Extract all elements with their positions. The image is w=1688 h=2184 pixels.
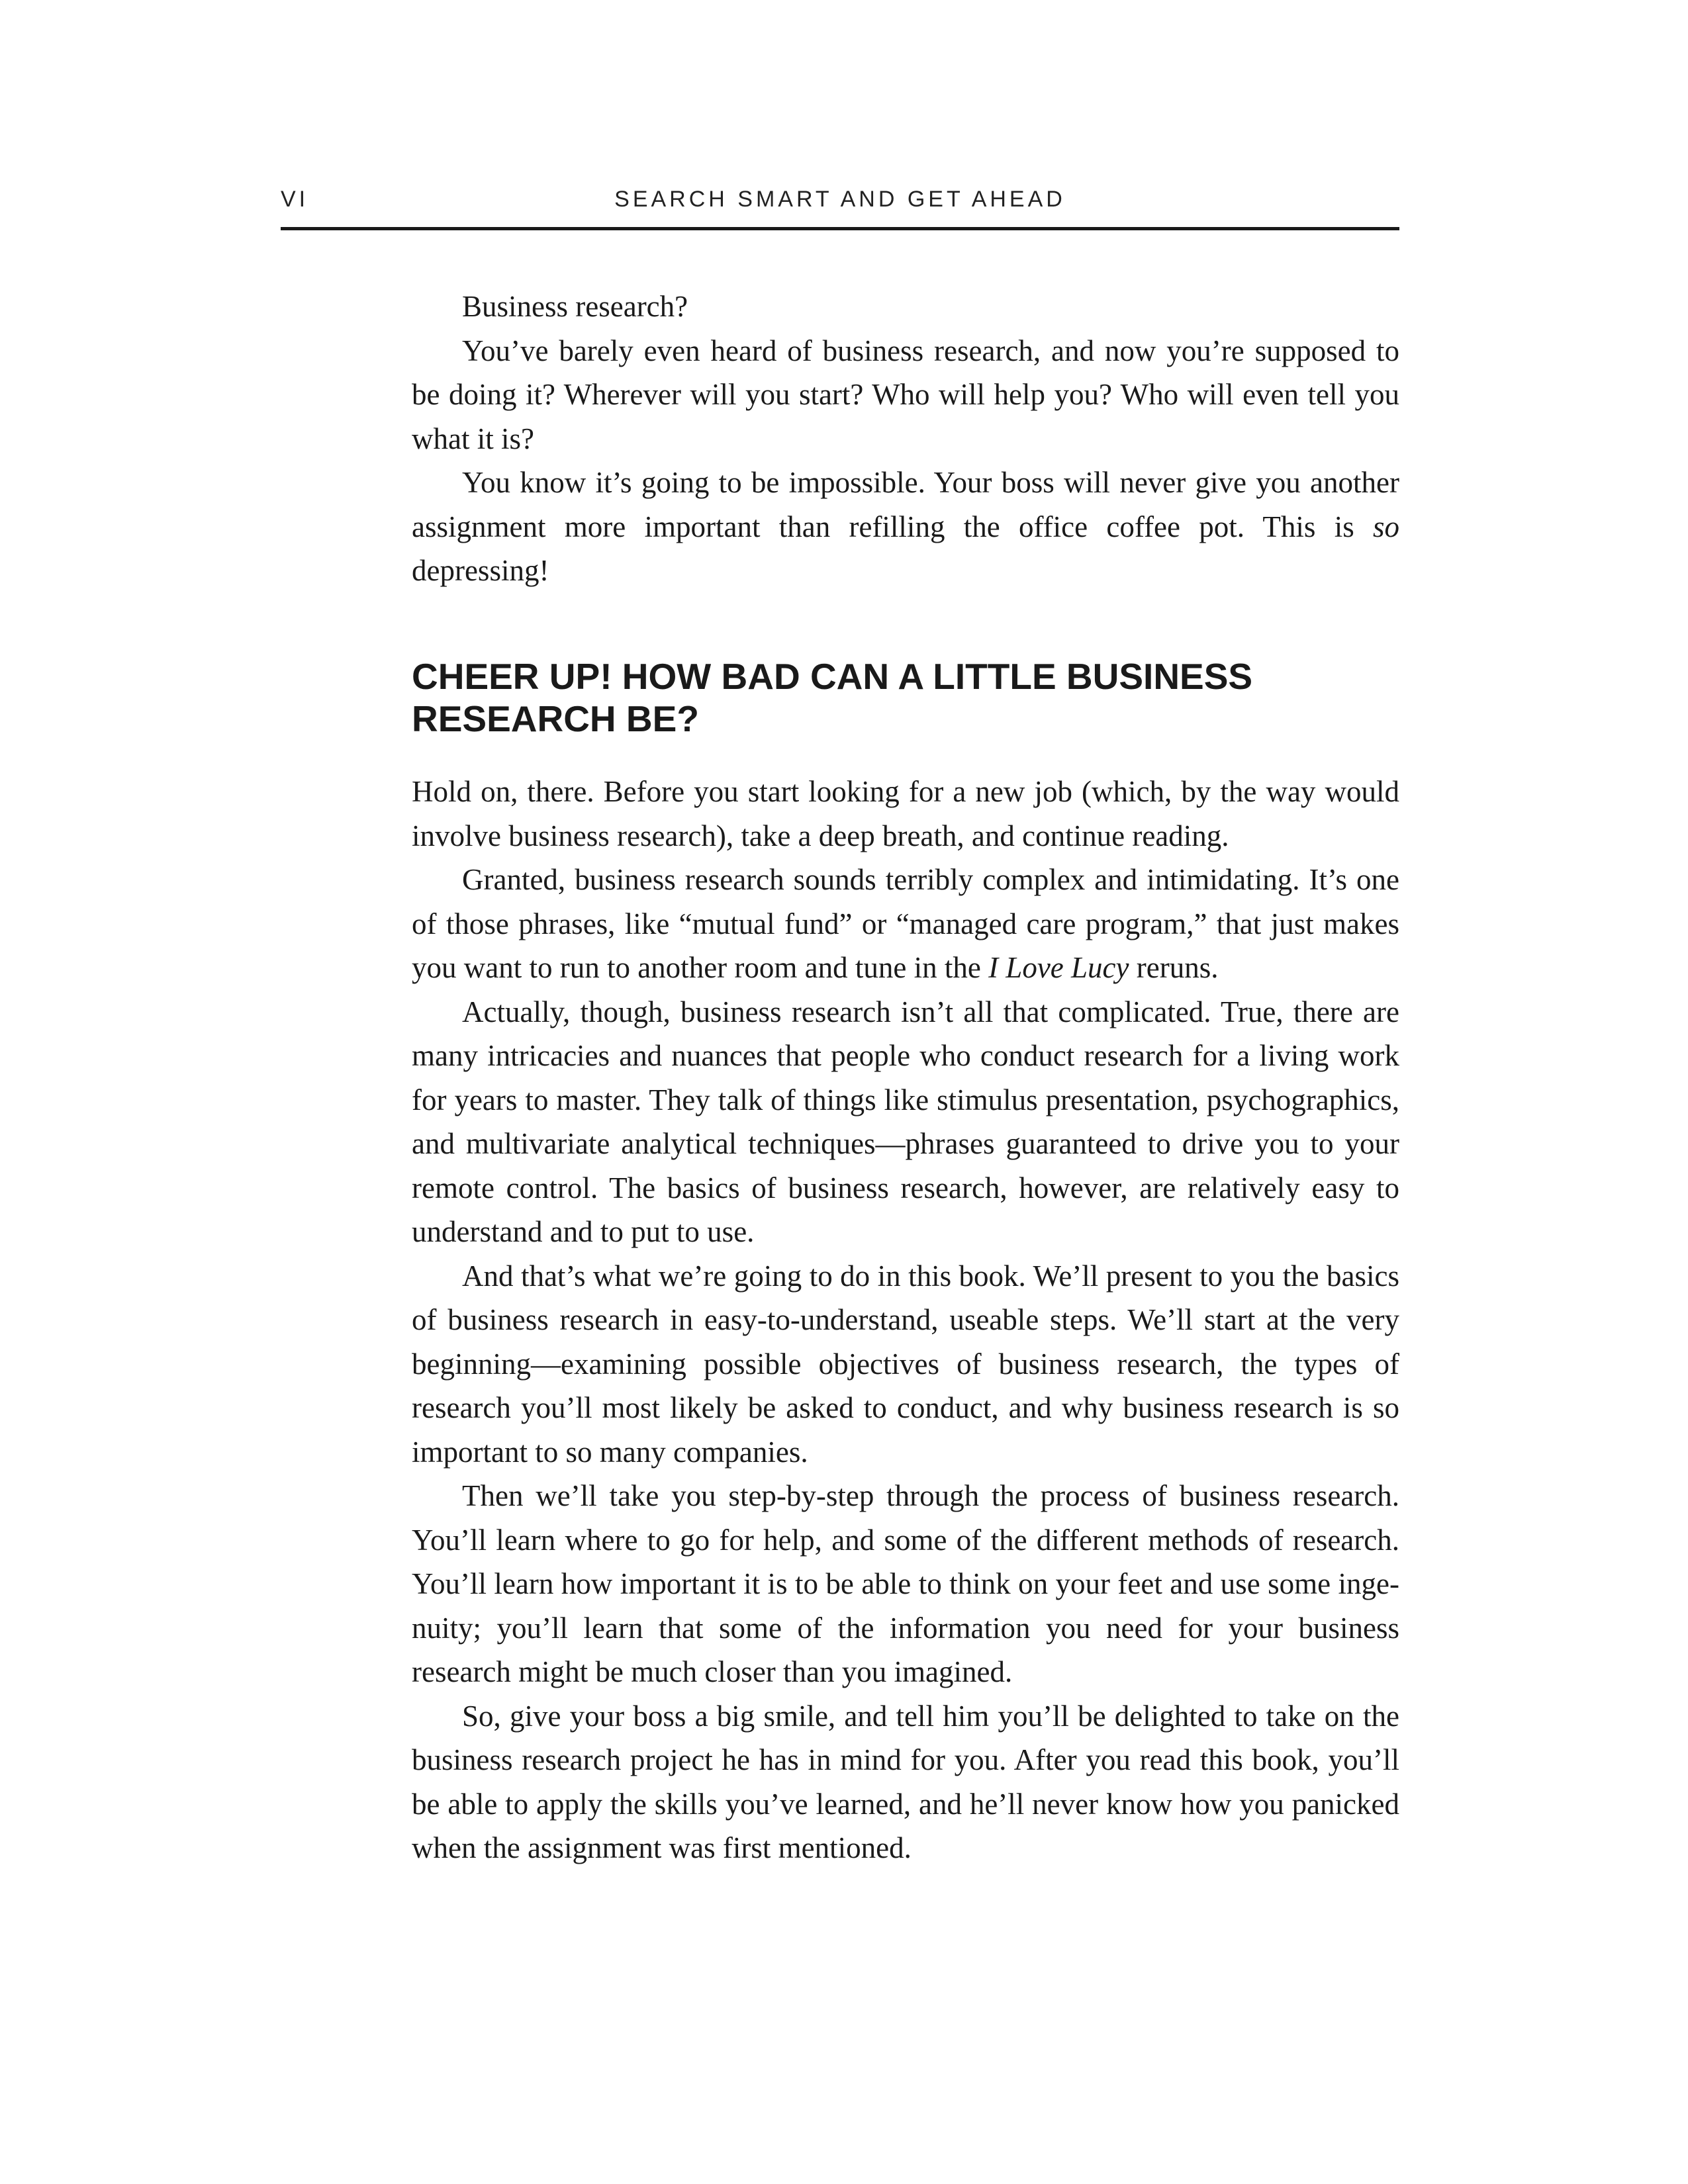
section-text	[412, 770, 1399, 1870]
intro-text	[412, 285, 1399, 593]
paragraph: Actually, though, business research isn’t all that complicated. True, there are many intricacies and nuances that people who conduct research for a living work for years to master. They talk of things like stimulus presentation, psychographics, and multivariate analytical techniques—phrases guaranteed to drive you to your remote control. The basics of business research, however, are relatively easy to understand and to put to use.	[412, 995, 1399, 1248]
paragraph: Then we’ll take you step-by-step through the process of business research. You’ll learn where to go for help, and some of the different methods of research. You’ll learn how important it is to be able to think on your feet and use some ingenuity; you’ll learn that some of the information you need for your business research might be much closer than you imagined.	[412, 1479, 1399, 1688]
running-title: SEARCH SMART AND GET AHEAD	[614, 187, 1066, 212]
book-title: I Love Lucy	[988, 951, 1129, 984]
section-heading: CHEER UP! HOW BAD CAN A LITTLE BUSINESS RESEARCH BE?	[412, 656, 1253, 739]
paragraph: You know it’s going to be impossible. Your boss will never give you another assignment more important than refilling the office coffee pot. This is so depressing!	[412, 466, 1399, 587]
paragraph: Hold on, there. Before you start looking for a new job (which, by the way would involve business research), take a deep breath, and continue reading.	[412, 775, 1399, 852]
header-rule	[281, 227, 1399, 230]
paragraph: So, give your boss a big smile, and tell him you’ll be delighted to take on the business research project he has in mind for you. After you read this book, you’ll be able to apply the skills you’ve learned, and he’ll never know how you panicked when the assignment was first mentioned.	[412, 1699, 1399, 1864]
emphasis: so	[1372, 510, 1399, 543]
page-header	[281, 187, 1399, 226]
paragraph: And that’s what we’re going to do in this book. We’ll present to you the basics of business research in easy-to-understand, useable steps. We’ll start at the very beginning—examining possible objectives of business research, the types of research you’ll most likely be asked to conduct, and why business research is so important to so many companies.	[412, 1259, 1399, 1469]
paragraph: Business research?	[462, 290, 688, 323]
paragraph: You’ve barely even heard of business research, and now you’re supposed to be doing it? Wherever will you start? Who will help you? Who will even tell you what it is?	[412, 334, 1399, 455]
page-number: VI	[281, 187, 309, 212]
paragraph: Granted, business research sounds terribly complex and intimidating. It’s one of those phrases, like “mutual fund” or “managed care program,” that just makes you want to run to another room and tune in the I Love Lucy reruns.	[412, 863, 1399, 984]
